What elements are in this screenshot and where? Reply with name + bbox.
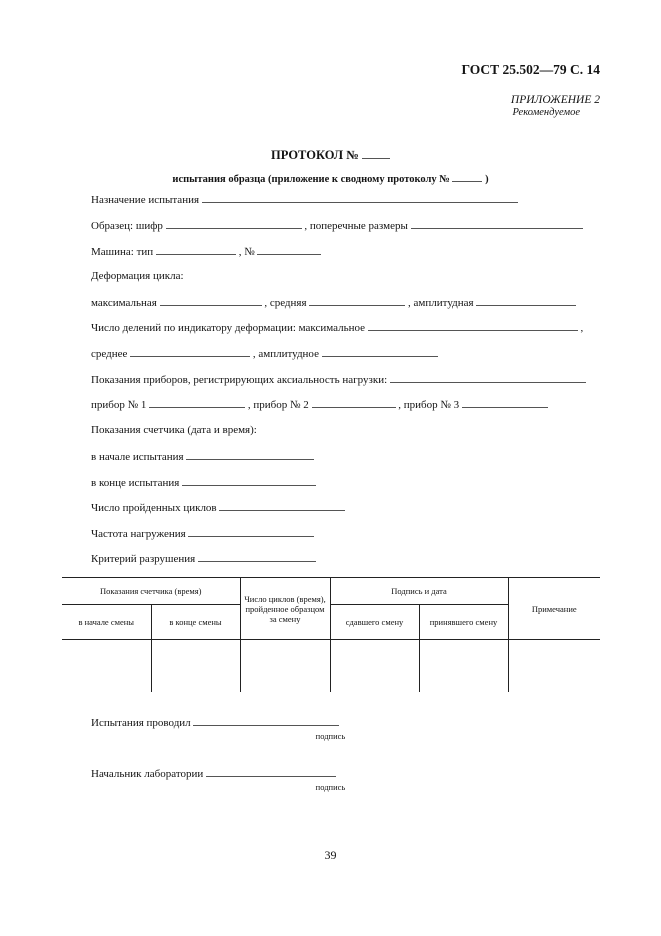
divisions-row-2 <box>91 347 438 360</box>
recommended-label: Рекомендуемое <box>512 107 580 118</box>
purpose-field[interactable] <box>202 193 518 203</box>
device-2-label: , прибор № 2 <box>247 399 309 411</box>
avg-label: среднее <box>91 348 128 360</box>
head-sign-caption: подпись <box>315 782 346 792</box>
sample-code-field[interactable] <box>166 219 302 229</box>
device-1-label: прибор № 1 <box>91 399 147 411</box>
cycles-row <box>91 501 345 514</box>
cross-size-label: , поперечные размеры <box>304 220 408 232</box>
cell-note[interactable] <box>508 640 600 693</box>
mid-label: , средняя <box>264 297 307 309</box>
max-field[interactable] <box>160 296 262 306</box>
cell-start[interactable] <box>62 640 151 693</box>
freq-field[interactable] <box>188 527 314 537</box>
device-3-label: , прибор № 3 <box>398 399 460 411</box>
criterion-field[interactable] <box>198 552 316 562</box>
purpose-row <box>91 193 518 206</box>
protocol-subtitle <box>0 172 661 185</box>
appendix-label: ПРИЛОЖЕНИЕ 2 <box>510 94 600 106</box>
device-3-field[interactable] <box>462 398 548 408</box>
head-label: Начальник лаборатории <box>91 768 204 780</box>
sample-label: Образец: шифр <box>91 220 163 232</box>
divisions-label: Число делений по индикатору деформации: максимальное <box>91 322 366 334</box>
deformation-row <box>91 296 576 309</box>
shift-log-table <box>62 577 600 692</box>
protocol-title-text: ПРОТОКОЛ № <box>271 148 359 162</box>
end-field[interactable] <box>182 476 316 486</box>
mid-field[interactable] <box>309 296 405 306</box>
start-field[interactable] <box>186 450 314 460</box>
document-header: ГОСТ 25.502—79 С. 14 <box>461 62 600 77</box>
cycles-label: Число пройденных циклов <box>91 502 217 514</box>
readings-row <box>91 373 586 386</box>
machine-no-label: , № <box>238 246 255 258</box>
sub-end-header: в конце смены <box>151 605 240 640</box>
protocol-number-field[interactable] <box>362 149 390 159</box>
head-signature-field[interactable] <box>206 767 336 777</box>
amp-label: , амплитудная <box>408 297 474 309</box>
deformation-heading: Деформация цикла: <box>91 270 184 282</box>
tester-label: Испытания проводил <box>91 717 191 729</box>
readings-field[interactable] <box>390 373 586 383</box>
tester-signature-row <box>91 716 339 729</box>
protocol-subtitle-text: испытания образца (приложение к сводному протоколу № <box>172 174 450 185</box>
cell-handed[interactable] <box>330 640 419 693</box>
criterion-label: Критерий разрушения <box>91 553 196 565</box>
divisions-max-field[interactable] <box>368 321 578 331</box>
device-1-field[interactable] <box>149 398 245 408</box>
end-row <box>91 476 316 489</box>
cell-cycles[interactable] <box>240 640 330 693</box>
machine-label: Машина: тип <box>91 246 154 258</box>
sub-received-header: принявшего смену <box>419 605 508 640</box>
protocol-title <box>0 148 661 163</box>
divisions-row <box>91 321 583 334</box>
start-row <box>91 450 314 463</box>
col-sign-header: Подпись и дата <box>330 578 508 605</box>
purpose-label: Назначение испытания <box>91 194 200 206</box>
max-label: максимальная <box>91 297 157 309</box>
counter-heading: Показания счетчика (дата и время): <box>91 424 257 436</box>
machine-row <box>91 245 321 258</box>
col-note-header: Примечание <box>508 578 600 640</box>
amp2-field[interactable] <box>322 347 438 357</box>
amp2-label: , амплитудное <box>252 348 319 360</box>
start-label: в начале испытания <box>91 451 184 463</box>
freq-row <box>91 527 314 540</box>
freq-label: Частота нагружения <box>91 528 186 540</box>
cell-received[interactable] <box>419 640 508 693</box>
tester-sign-caption: подпись <box>315 731 346 741</box>
machine-number-field[interactable] <box>257 245 321 255</box>
avg-field[interactable] <box>130 347 250 357</box>
tester-signature-field[interactable] <box>193 716 339 726</box>
amp-field[interactable] <box>476 296 576 306</box>
machine-type-field[interactable] <box>156 245 236 255</box>
head-signature-row <box>91 767 336 780</box>
divisions-comma: , <box>580 322 584 334</box>
devices-row <box>91 398 548 411</box>
page-number: 39 <box>324 848 337 862</box>
device-2-field[interactable] <box>312 398 396 408</box>
protocol-subtitle-end: ) <box>485 174 489 185</box>
sub-handed-header: сдавшего смену <box>330 605 419 640</box>
readings-label: Показания приборов, регистрирующих аксиальность нагрузки: <box>91 374 388 386</box>
cell-end[interactable] <box>151 640 240 693</box>
col-cycles-header: Число циклов (время), пройденное образцом за смену <box>240 578 330 640</box>
cross-size-field[interactable] <box>411 219 583 229</box>
sample-row <box>91 219 583 232</box>
criterion-row <box>91 552 316 565</box>
summary-protocol-number-field[interactable] <box>452 172 482 182</box>
table-row <box>62 640 600 693</box>
col-counter-header: Показания счетчика (время) <box>62 578 240 605</box>
end-label: в конце испытания <box>91 477 180 489</box>
sub-start-header: в начале смены <box>62 605 151 640</box>
cycles-field[interactable] <box>219 501 345 511</box>
